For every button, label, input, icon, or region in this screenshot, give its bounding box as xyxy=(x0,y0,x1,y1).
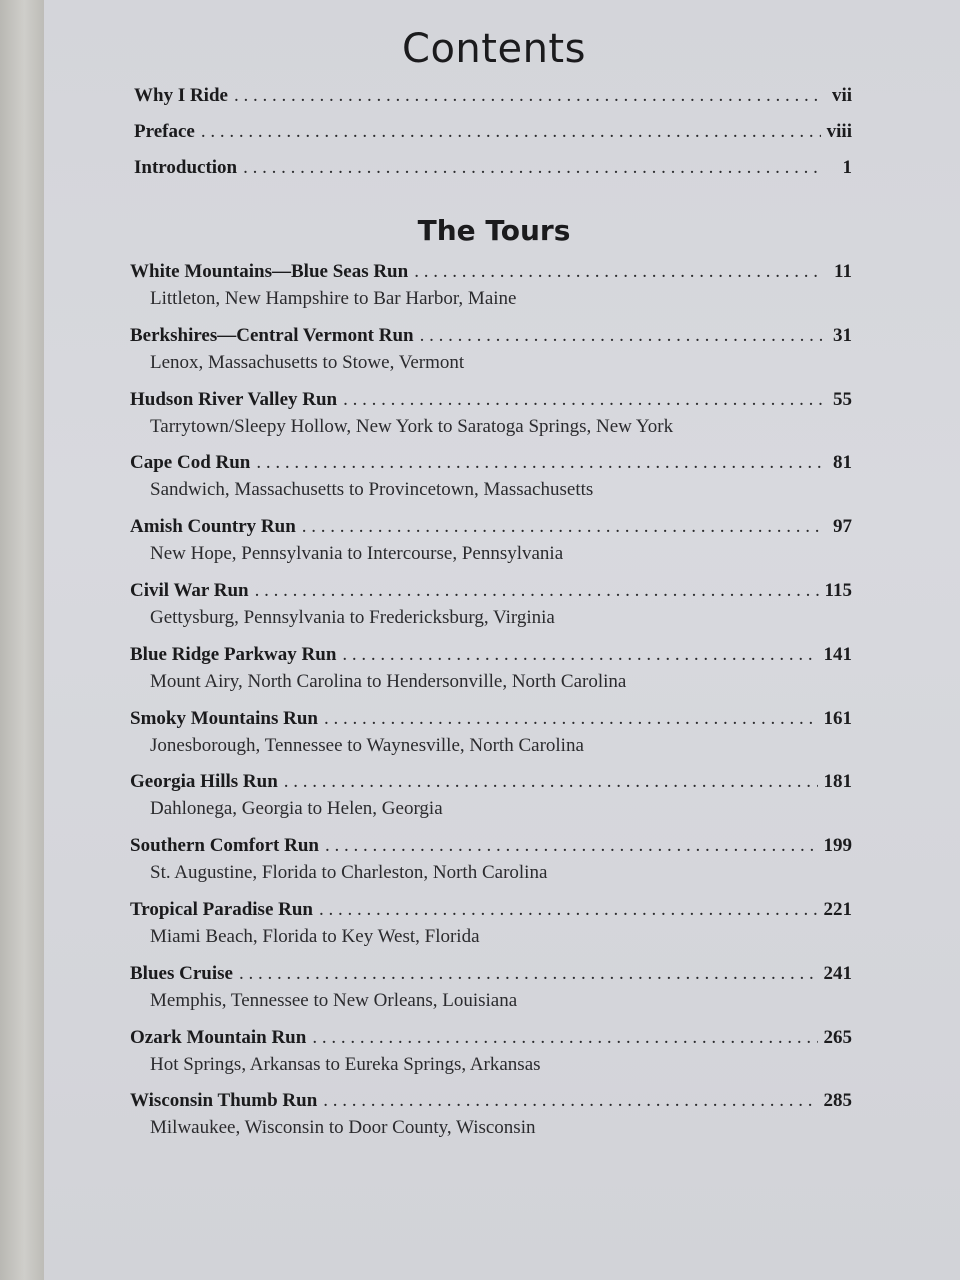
tour-page-number: 221 xyxy=(823,898,852,920)
tour-name: Smoky Mountains Run xyxy=(130,707,318,729)
tour-name: Amish Country Run xyxy=(130,516,296,538)
dot-leader xyxy=(201,122,821,141)
tour-entry xyxy=(130,1091,852,1155)
dot-leader xyxy=(343,390,822,409)
dot-leader xyxy=(420,326,822,345)
tour-route: Milwaukee, Wisconsin to Door County, Wisconsin xyxy=(150,1117,536,1139)
dot-leader xyxy=(342,645,817,664)
tour-page-number: 181 xyxy=(823,771,852,793)
tour-entry xyxy=(130,326,852,390)
tour-entry xyxy=(130,262,852,326)
tour-page-number: 97 xyxy=(833,516,852,538)
toc-page-number: vii xyxy=(831,85,852,106)
dot-leader xyxy=(319,900,818,919)
tour-route: Gettysburg, Pennsylvania to Fredericksburg, Virginia xyxy=(150,606,555,628)
tour-name: White Mountains—Blue Seas Run xyxy=(130,261,409,282)
dot-leader xyxy=(414,262,822,281)
toc-entry-label: Preface xyxy=(134,121,195,142)
tour-name: Georgia Hills Run xyxy=(130,771,278,793)
tour-entry xyxy=(130,836,852,900)
dot-leader xyxy=(325,836,818,855)
tour-name: Berkshires—Central Vermont Run xyxy=(130,324,414,346)
tour-entry xyxy=(130,964,852,1028)
tour-entry xyxy=(130,709,852,773)
tour-entry xyxy=(130,581,852,645)
contents-page xyxy=(44,0,960,1280)
toc-page-number: 1 xyxy=(842,157,852,178)
dot-leader xyxy=(256,453,822,472)
tour-entry xyxy=(130,900,852,964)
tour-page-number: 141 xyxy=(823,643,852,665)
tour-entry xyxy=(130,517,852,581)
tour-page-number: 55 xyxy=(833,388,852,410)
tour-route: Jonesborough, Tennessee to Waynesville, North Carolina xyxy=(150,734,584,756)
toc-entry-preface xyxy=(134,122,852,158)
page-title: Contents xyxy=(402,26,586,72)
tour-name: Blues Cruise xyxy=(130,962,233,984)
dot-leader xyxy=(302,517,822,536)
dot-leader xyxy=(243,158,822,177)
tour-page-number: 285 xyxy=(823,1090,852,1112)
tour-name: Ozark Mountain Run xyxy=(130,1026,307,1048)
tour-entry xyxy=(130,1028,852,1092)
tour-name: Blue Ridge Parkway Run xyxy=(130,643,337,665)
tour-page-number: 199 xyxy=(823,835,852,857)
tour-route: Hot Springs, Arkansas to Eureka Springs, Arkansas xyxy=(150,1053,541,1075)
tour-route: Mount Airy, North Carolina to Hendersonville, North Carolina xyxy=(150,670,627,692)
dot-leader xyxy=(234,86,822,105)
front-matter-list xyxy=(134,86,852,194)
tour-name: Tropical Paradise Run xyxy=(130,898,313,920)
tour-route: Tarrytown/Sleepy Hollow, New York to Saratoga Springs, New York xyxy=(150,415,674,437)
dot-leader xyxy=(255,581,819,600)
tour-route: New Hope, Pennsylvania to Intercourse, Pennsylvania xyxy=(150,543,564,565)
dot-leader xyxy=(323,1091,817,1110)
dot-leader xyxy=(324,709,818,728)
dot-leader xyxy=(284,772,818,791)
tour-route: Sandwich, Massachusetts to Provincetown, Massachusetts xyxy=(150,479,594,501)
tour-entry xyxy=(130,772,852,836)
tour-page-number: 11 xyxy=(834,261,852,282)
tour-route: Memphis, Tennessee to New Orleans, Louisiana xyxy=(150,989,518,1011)
tour-page-number: 81 xyxy=(833,452,852,474)
toc-entry-why-i-ride xyxy=(134,86,852,122)
toc-page-number: viii xyxy=(826,121,852,142)
tour-name: Cape Cod Run xyxy=(130,452,251,474)
tour-page-number: 115 xyxy=(824,579,852,601)
tour-route: Littleton, New Hampshire to Bar Harbor, Maine xyxy=(150,288,517,309)
tour-route: Dahlonega, Georgia to Helen, Georgia xyxy=(150,798,443,820)
tour-name: Hudson River Valley Run xyxy=(130,388,338,410)
book-page-edge xyxy=(0,0,44,1280)
tour-route: St. Augustine, Florida to Charleston, North Carolina xyxy=(150,862,548,884)
tour-page-number: 241 xyxy=(823,962,852,984)
tour-entry xyxy=(130,645,852,709)
toc-entry-label: Introduction xyxy=(134,157,238,178)
tour-name: Southern Comfort Run xyxy=(130,835,319,857)
dot-leader xyxy=(312,1028,817,1047)
toc-entry-introduction xyxy=(134,158,852,194)
tour-name: Wisconsin Thumb Run xyxy=(130,1090,318,1112)
tour-page-number: 31 xyxy=(833,324,852,346)
tour-route: Lenox, Massachusetts to Stowe, Vermont xyxy=(150,351,465,373)
tour-name: Civil War Run xyxy=(130,579,249,601)
tour-entry xyxy=(130,453,852,517)
toc-entry-label: Why I Ride xyxy=(134,85,228,106)
section-title: The Tours xyxy=(417,214,571,247)
tour-entry xyxy=(130,390,852,454)
dot-leader xyxy=(239,964,818,983)
tour-page-number: 161 xyxy=(823,707,852,729)
tour-page-number: 265 xyxy=(823,1026,852,1048)
tours-list xyxy=(130,262,852,1155)
tour-route: Miami Beach, Florida to Key West, Florida xyxy=(150,925,480,947)
